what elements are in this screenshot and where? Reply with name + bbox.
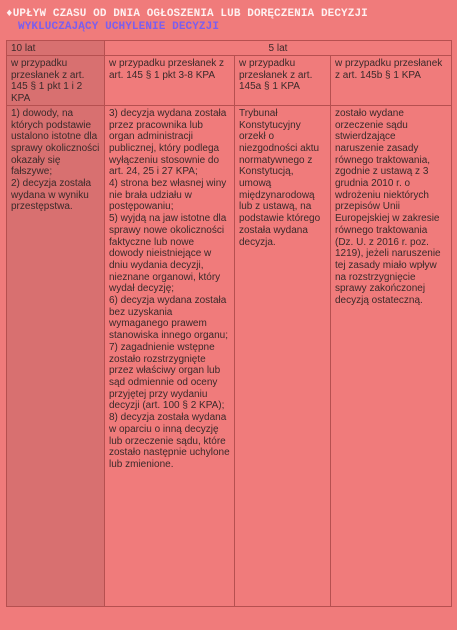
body-cell: Trybunał Konstytucyjny orzekł o niezgodności aktu normatywnego z Konstytucją, umową międzynarodową lub z ustawą, na podstawie którego została wydana decyzja. [235, 105, 331, 606]
subheader-cell: w przypadku przesłanek z art. 145 § 1 pkt 1 i 2 KPA [7, 56, 105, 106]
header-10-years: 10 lat [7, 41, 105, 56]
body-cell: 3) decyzja wydana została przez pracownika lub organ administracji publicznej, który podlega wyłączeniu stosownie do art. 24, 25 i 27 KPA; 4) strona bez własnej winy nie brała udziału w postępowaniu; 5) wyjdą na jaw istotne dla sprawy nowe okoliczności faktyczne lub nowe dowody nieistniejące w dniu wydania decyzji, nieznane organowi, który wydał decyzję; 6) decyzja wydana została bez uzyskania wymaganego prawem stanowiska innego organu; 7) zagadnienie wstępne zostało rozstrzygnięte przez właściwy organ lub sąd odmiennie od oceny przyjętej przy wydaniu decyzji (art. 100 § 2 KPA); 8) decyzja została wydana w oparciu o inną decyzję lub orzeczenie sądu, które zostało następnie uchylone lub zmienione. [105, 105, 235, 606]
table-header-row [7, 41, 452, 56]
title-line-1 [6, 8, 451, 21]
title-text-1: UPŁYW CZASU OD DNIA OGŁOSZENIA LUB DORĘCZENIA DECYZJI [12, 8, 368, 20]
table-body-row [7, 105, 452, 606]
header-5-years: 5 lat [105, 41, 452, 56]
diamond-bullet-icon: ♦ [6, 8, 13, 20]
deadline-table [6, 40, 452, 607]
subheader-cell: w przypadku przesłanek z art. 145 § 1 pkt 3-8 KPA [105, 56, 235, 106]
subheader-cell: w przypadku przesłanek z art. 145b § 1 KPA [331, 56, 452, 106]
section-title [6, 8, 451, 34]
body-cell: 1) dowody, na których podstawie ustalono istotne dla sprawy okoliczności okazały się fałszywe; 2) decyzja została wydana w wyniku przestępstwa. [7, 105, 105, 606]
table-subheader-row [7, 56, 452, 106]
title-line-2: WYKLUCZAJĄCY UCHYLENIE DECYZJI [18, 21, 220, 33]
subheader-cell: w przypadku przesłanek z art. 145a § 1 KPA [235, 56, 331, 106]
body-cell: zostało wydane orzeczenie sądu stwierdzające naruszenie zasady równego traktowania, zgodnie z ustawą z 3 grudnia 2010 r. o wdrożeniu niektórych przepisów Unii Europejskiej w zakresie równego traktowania (Dz. U. z 2016 r. poz. 1219), jeżeli naruszenie tej zasady miało wpływ na rozstrzygnięcie sprawy zakończonej decyzją ostateczną. [331, 105, 452, 606]
